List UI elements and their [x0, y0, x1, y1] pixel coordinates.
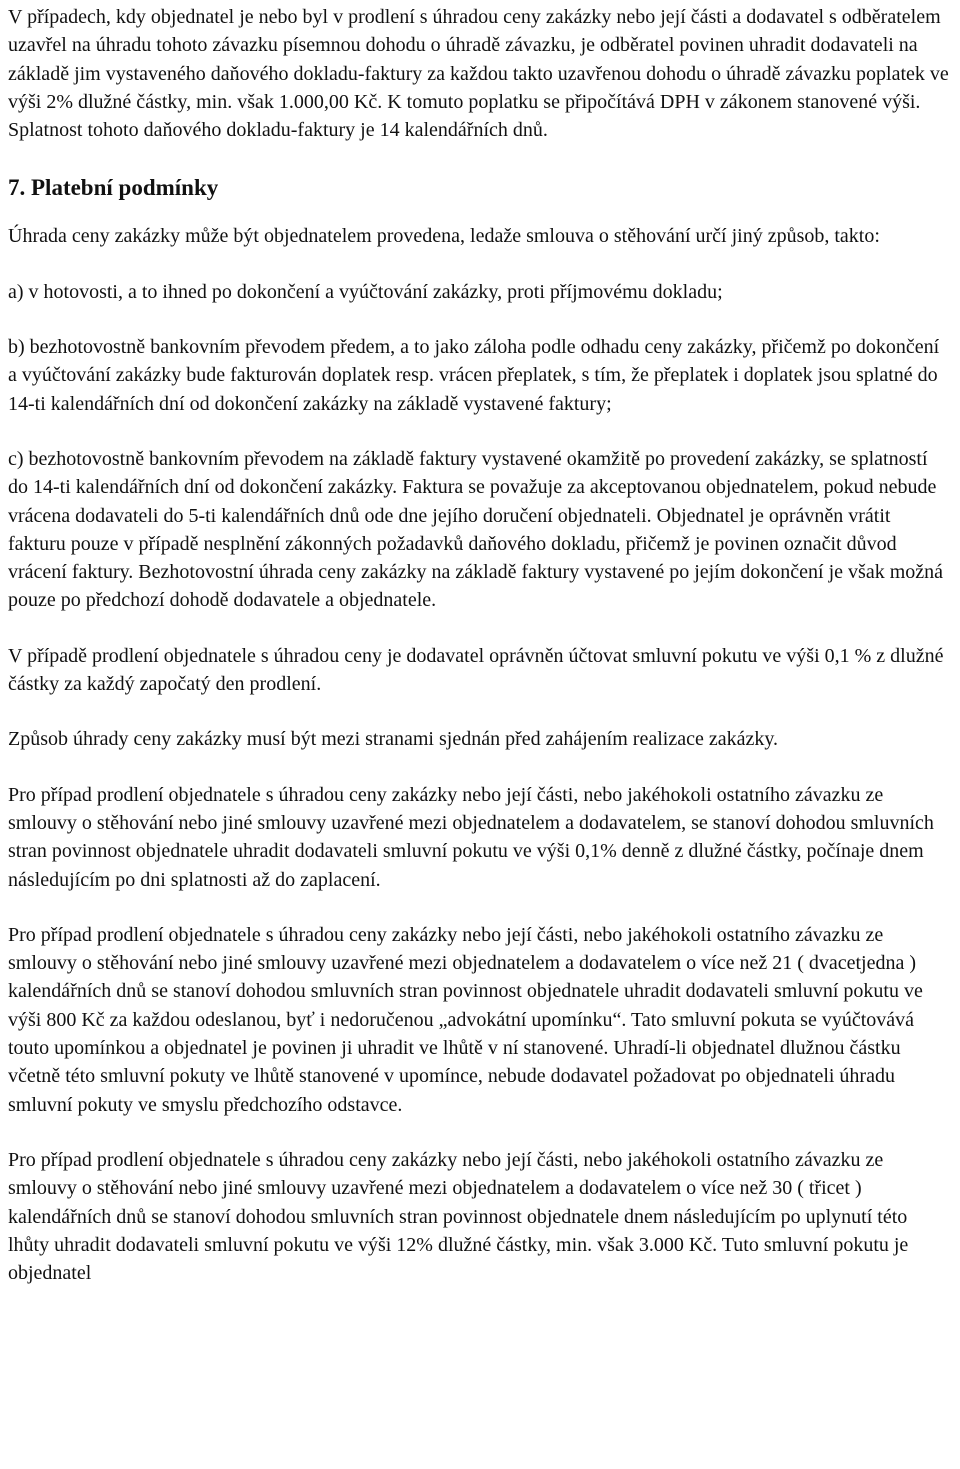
- daily-penalty-paragraph: Pro případ prodlení objednatele s úhradou ceny zakázky nebo její části, nebo jakéhokoli ostatního závazku ze smlouvy o stěhování nebo jiné smlouvy uzavřené mezi objednatelem a dodavatelem, se stanoví dohodou smluvních stran povinnost objednatele uhradit dodavateli smluvní pokutu ve výši 0,1% denně z dlužné částky, počínaje dnem následujícím po dni splatnosti až do zaplacení.: [8, 783, 934, 891]
- percent-penalty-paragraph: Pro případ prodlení objednatele s úhradou ceny zakázky nebo její části, nebo jakéhokoli ostatního závazku ze smlouvy o stěhování nebo jiné smlouvy uzavřené mezi objednatelem a dodavatelem o více než 30 ( třicet ) kalendářních dnů se stanoví dohodou smluvních stran povinnost objednatele dnem následujícím po uplynutí této lhůty uhradit dodavateli smluvní pokutu ve výši 12% dlužné částky, min. však 3.000 Kč. Tuto smluvní pokutu je objednatel: [8, 1148, 909, 1285]
- intro-paragraph: V případech, kdy objednatel je nebo byl v prodlení s úhradou ceny zakázky nebo její části a dodavatel s odběratelem uzavřel na úhradu tohoto závazku písemnou dohodu o úhradě závazku, je odběratel povinen uhradit dodavateli na základě jim vystaveného daňového dokladu-faktury za každou takto uzavřenou dohodu o úhradě závazku poplatek ve výši 2% dlužné částky, min. však 1.000,00 Kč. K tomuto poplatku se připočítává DPH v zákonem stanovené výši. Splatnost tohoto daňového dokladu-faktury je 14 kalendářních dnů.: [8, 6, 949, 142]
- option-c-paragraph: c) bezhotovostně bankovním převodem na základě faktury vystavené okamžitě po provedení zakázky, se splatností do 14-ti kalendářních dní od dokončení zakázky. Faktura se považuje za akceptovanou objednatelem, pokud nebude vrácena dodavateli do 5-ti kalendářních dnů ode dne jejího doručení objednateli. Objednatel je oprávněn vrátit fakturu pouze v případě nesplnění zákonných požadavků daňového dokladu, přičemž je povinen označit důvod vrácení faktury. Bezhotovostní úhrada ceny zakázky na základě faktury vystavené po jejím dokončení je však možná pouze po předchozí dohodě dodavatele a objednatele.: [8, 447, 944, 612]
- payment-intro-paragraph: Úhrada ceny zakázky může být objednatelem provedena, ledaže smlouva o stěhování určí jiný způsob, takto:: [8, 225, 880, 248]
- option-b-paragraph: b) bezhotovostně bankovním převodem předem, a to jako záloha podle odhadu ceny zakázky, přičemž po dokončení a vyúčtování zakázky bude fakturován doplatek resp. vrácen přeplatek, s tím, že přeplatek i doplatek jsou splatné do 14-ti kalendářních dní od dokončení zakázky na základě vystavené faktury;: [8, 336, 940, 415]
- penalty-paragraph: V případě prodlení objednatele s úhradou ceny je dodavatel oprávněn účtovat smluvní pokutu ve výši 0,1 % z dlužné částky za každý započatý den prodlení.: [8, 644, 944, 696]
- payment-method-paragraph: Způsob úhrady ceny zakázky musí být mezi stranami sjednán před zahájením realizace zakázky.: [8, 728, 779, 751]
- section-heading: 7. Platební podmínky: [8, 175, 219, 201]
- reminder-penalty-paragraph: Pro případ prodlení objednatele s úhradou ceny zakázky nebo její části, nebo jakéhokoli ostatního závazku ze smlouvy o stěhování nebo jiné smlouvy uzavřené mezi objednatelem a dodavatelem o více než 21 ( dvacetjedna ) kalendářních dnů se stanoví dohodou smluvních stran povinnost objednatele uhradit dodavateli smluvní pokutu ve výši 800 Kč za každou odeslanou, byť i nedoručenou „advokátní upomínku“. Tato smluvní pokuta se vyúčtovává touto upomínkou a objednatel je povinen ji uhradit ve lhůtě v ní stanovené. Uhradí-li objednatel dlužnou částku včetně této smluvní pokuty ve lhůtě stanovené v upomínce, nebude dodavatel požadovat po objednateli úhradu smluvní pokuty ve smyslu předchozího odstavce.: [8, 923, 923, 1116]
- option-a-paragraph: a) v hotovosti, a to ihned po dokončení a vyúčtování zakázky, proti příjmovému dokladu;: [8, 280, 723, 303]
